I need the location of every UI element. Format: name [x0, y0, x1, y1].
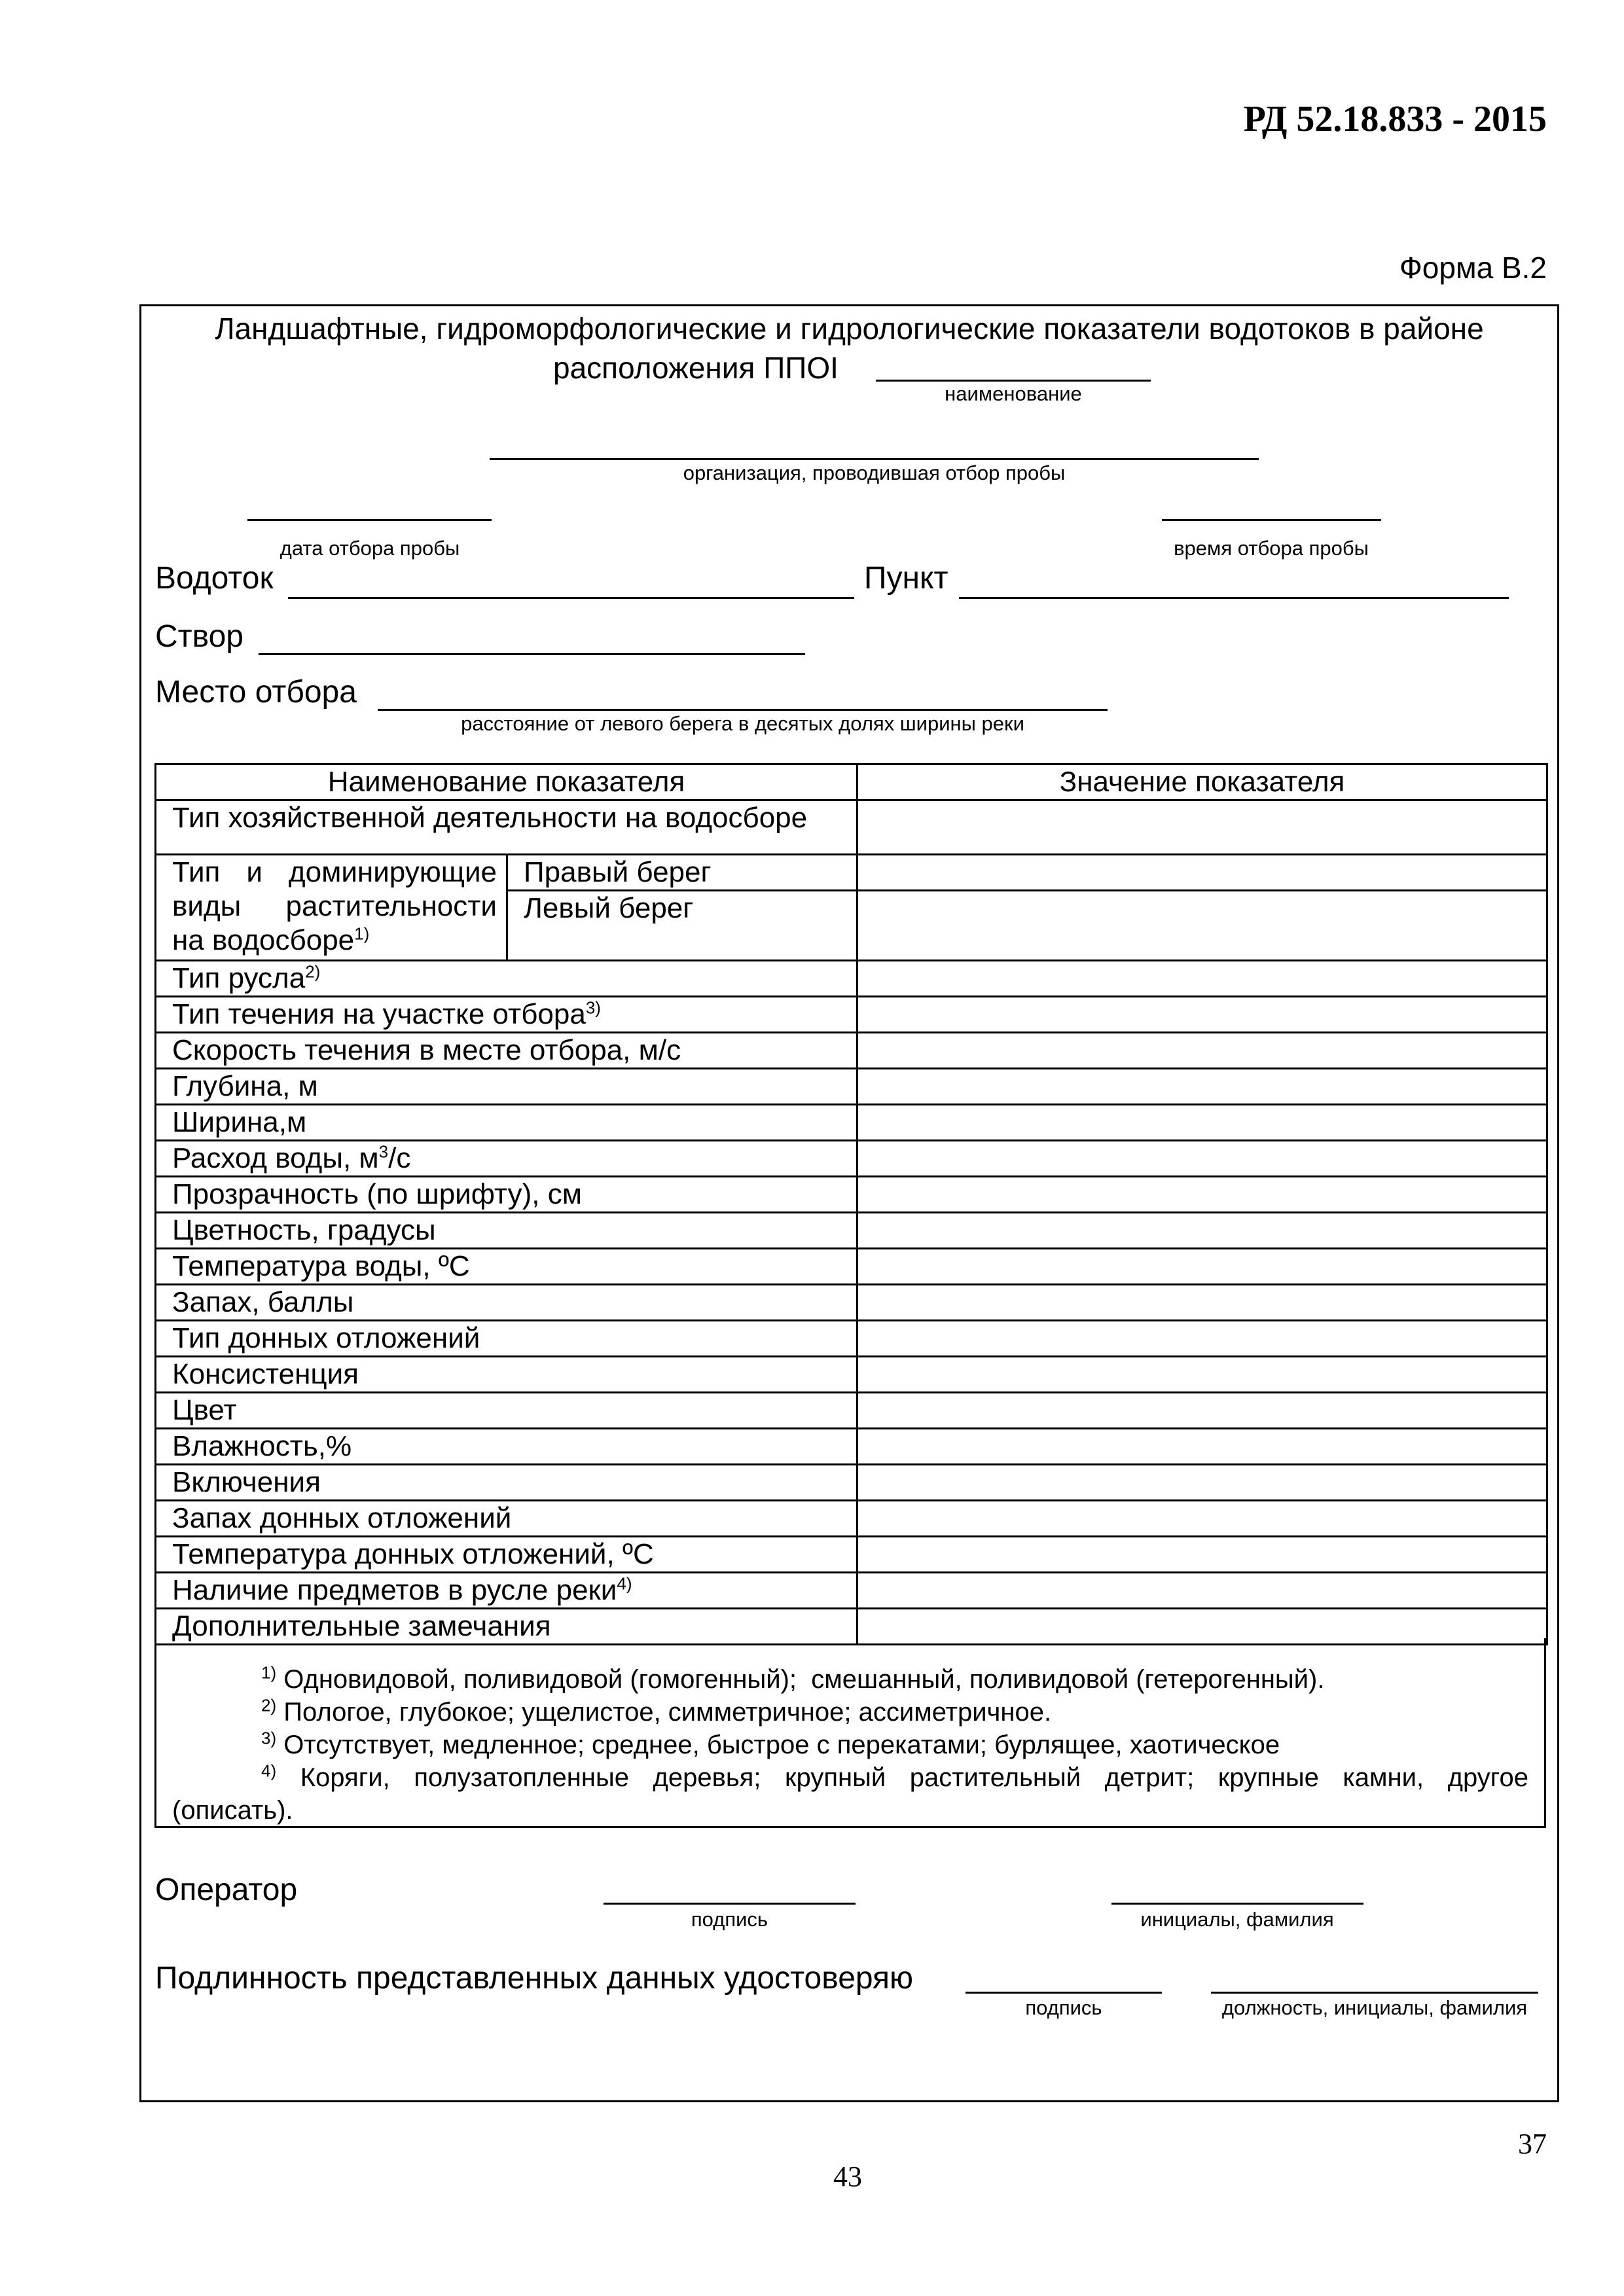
indicator-label: [156, 1357, 857, 1393]
indicator-value[interactable]: [857, 1393, 1547, 1429]
indicator-label: [156, 1393, 857, 1429]
indicator-label: [156, 1033, 857, 1069]
footnote: [172, 1663, 1528, 1696]
footnote-mark: 1): [354, 924, 370, 944]
table-row: [156, 1105, 1547, 1141]
table-row: [156, 1573, 1547, 1609]
indicator-value[interactable]: [857, 1285, 1547, 1321]
footnote-mark: 3): [261, 1728, 277, 1748]
name-caption: наименование: [945, 382, 1082, 405]
operator-signature-line[interactable]: [604, 1903, 856, 1905]
indicator-label-text: Цвет: [172, 1394, 237, 1426]
footnote-text: Коряги, полузатопленные деревья; крупный растительный детрит; крупные камни, другое (описать).: [172, 1763, 1536, 1825]
form-title-line1: Ландшафтные, гидроморфологические и гидрологические показатели водотоков в районе: [215, 312, 1484, 346]
sample-time-line[interactable]: [1162, 519, 1381, 521]
indicator-value[interactable]: [857, 1465, 1547, 1501]
indicator-value[interactable]: [857, 961, 1547, 997]
indicator-label-text: Тип русла: [172, 962, 306, 994]
indicator-value[interactable]: [857, 1033, 1547, 1069]
watercourse-label: Водоток: [155, 561, 274, 596]
certifier-position-line[interactable]: [1211, 1992, 1538, 1994]
indicator-value[interactable]: [857, 1501, 1547, 1537]
indicator-label: [156, 1537, 857, 1573]
indicator-label: [156, 1069, 857, 1105]
indicator-label: [156, 1429, 857, 1465]
footnote-mark: 2): [261, 1695, 277, 1715]
table-row: [156, 997, 1547, 1033]
table-row: [156, 1033, 1547, 1069]
certifier-signature-line[interactable]: [965, 1992, 1162, 1994]
sampling-place-label: Место отбора: [155, 675, 357, 709]
indicator-label-text: Цветность, градусы: [172, 1214, 436, 1246]
indicator-label-text: Влажность,%: [172, 1430, 352, 1462]
indicator-label: [156, 1573, 857, 1609]
indicator-label: [156, 1141, 857, 1177]
name-line[interactable]: [876, 380, 1151, 382]
outer-page-number: 43: [833, 2161, 862, 2193]
indicator-label: [156, 1501, 857, 1537]
indicator-label-text: Консистенция: [172, 1358, 359, 1390]
footnote-mark: 3): [585, 997, 601, 1018]
operator-initials-line[interactable]: [1111, 1903, 1363, 1905]
watercourse-line[interactable]: [288, 597, 854, 599]
vegetation-label: Тип и доминирующие виды растительности на водосборе: [172, 856, 497, 956]
indicator-value[interactable]: [857, 1537, 1547, 1573]
table-row: [156, 1501, 1547, 1537]
indicator-label-text: Запах донных отложений: [172, 1502, 512, 1534]
indicator-label: [156, 1177, 857, 1213]
distance-caption: расстояние от левого берега в десятых долях ширины реки: [461, 712, 1024, 735]
indicator-value[interactable]: [857, 1177, 1547, 1213]
right-bank-value[interactable]: [857, 855, 1547, 891]
section-label: Створ: [155, 619, 244, 654]
footnote-text: Пологое, глубокое; ущелистое, симметричное; ассиметричное.: [276, 1698, 1052, 1727]
indicator-label-text: Температура воды, ºС: [172, 1250, 470, 1282]
indicator-label-text: Включения: [172, 1466, 321, 1498]
certifier-position-caption: должность, инициалы, фамилия: [1221, 1996, 1528, 2019]
table-row: [156, 1393, 1547, 1429]
footnote-text: Одновидовой, поливидовой (гомогенный); смешанный, поливидовой (гетерогенный).: [276, 1665, 1325, 1694]
table-row: [156, 1465, 1547, 1501]
footnotes-box: [154, 1638, 1546, 1828]
row-activity-label: Тип хозяйственной деятельности на водосборе: [156, 800, 857, 855]
point-label: Пункт: [864, 561, 948, 596]
footnote-mark: 1): [261, 1662, 277, 1683]
certification-label: Подлинность представленных данных удостоверяю: [155, 1961, 914, 1996]
indicator-label-text: Глубина, м: [172, 1070, 318, 1102]
indicator-value[interactable]: [857, 1249, 1547, 1285]
sample-date-caption: дата отбора пробы: [280, 537, 460, 560]
indicator-value[interactable]: [857, 1321, 1547, 1357]
indicator-label-text: Температура донных отложений, ºС: [172, 1538, 654, 1570]
form-title-line2: расположения ППОI: [553, 351, 839, 385]
indicator-label: [156, 1213, 857, 1249]
column-header-name: Наименование показателя: [156, 764, 857, 800]
inner-page-number: 37: [1518, 2128, 1547, 2160]
vegetation-label-cell: [156, 855, 507, 961]
table-row: [156, 1213, 1547, 1249]
indicator-value[interactable]: [857, 1069, 1547, 1105]
footnote-mark: 2): [305, 961, 321, 982]
right-bank-label: Правый берег: [507, 855, 857, 891]
indicator-label-text: Скорость течения в месте отбора, м/с: [172, 1034, 681, 1066]
operator-label: Оператор: [155, 1873, 298, 1907]
indicator-label-text: Расход воды, м: [172, 1142, 379, 1174]
table-row: [156, 1069, 1547, 1105]
table-row: [156, 1429, 1547, 1465]
table-row: [156, 1141, 1547, 1177]
table-row: [156, 1537, 1547, 1573]
indicator-label: [156, 1285, 857, 1321]
table-row: [156, 1285, 1547, 1321]
indicator-label: [156, 1105, 857, 1141]
indicator-value[interactable]: [857, 1429, 1547, 1465]
table-row: [156, 961, 1547, 997]
indicators-table: [154, 763, 1548, 1645]
column-header-value: Значение показателя: [857, 764, 1547, 800]
left-bank-value[interactable]: [857, 891, 1547, 961]
indicator-label: [156, 997, 857, 1033]
footnote: [172, 1761, 1536, 1827]
form-label: Форма В.2: [1399, 251, 1547, 285]
point-line[interactable]: [959, 597, 1509, 599]
indicator-label: [156, 1465, 857, 1501]
footnote-mark: 4): [617, 1573, 632, 1594]
indicator-label-text: Наличие предметов в русле реки: [172, 1574, 617, 1606]
indicator-label-text: Прозрачность (по шрифту), см: [172, 1178, 582, 1210]
sample-time-caption: время отбора пробы: [1174, 537, 1369, 560]
indicator-label-text: Тип донных отложений: [172, 1322, 480, 1354]
indicator-label: [156, 1249, 857, 1285]
indicator-label-text: Дополнительные замечания: [172, 1610, 551, 1642]
indicator-value[interactable]: [857, 1105, 1547, 1141]
footnote-text: Отсутствует, медленное; среднее, быстрое с перекатами; бурлящее, хаотическое: [276, 1731, 1280, 1759]
operator-initials-caption: инициалы, фамилия: [1140, 1908, 1334, 1931]
operator-signature-caption: подпись: [691, 1908, 768, 1931]
sample-date-line[interactable]: [247, 519, 492, 521]
table-row: [156, 1249, 1547, 1285]
indicator-label: [156, 1321, 857, 1357]
table-row: [156, 1357, 1547, 1393]
organization-caption: организация, проводившая отбор пробы: [683, 461, 1066, 484]
unit-suffix: /с: [388, 1142, 411, 1174]
organization-line[interactable]: [490, 458, 1259, 460]
indicator-value[interactable]: [857, 1213, 1547, 1249]
indicator-value[interactable]: [857, 1357, 1547, 1393]
indicator-label-text: Тип течения на участке отбора: [172, 998, 586, 1030]
certifier-signature-caption: подпись: [1025, 1996, 1102, 2019]
left-bank-label: Левый берег: [507, 891, 857, 961]
footnote: [172, 1696, 1528, 1729]
indicator-value[interactable]: [857, 997, 1547, 1033]
footnote-mark: 3: [378, 1141, 389, 1162]
table-row: [156, 1321, 1547, 1357]
row-activity-value[interactable]: [857, 800, 1547, 855]
indicator-label-text: Ширина,м: [172, 1106, 307, 1138]
document-number: РД 52.18.833 - 2015: [1243, 99, 1547, 139]
footnote: [172, 1729, 1528, 1761]
table-row: [156, 1177, 1547, 1213]
indicator-value[interactable]: [857, 1573, 1547, 1609]
indicator-label: [156, 961, 857, 997]
indicator-label-text: Запах, баллы: [172, 1286, 354, 1318]
sampling-place-line[interactable]: [378, 709, 1108, 711]
indicator-value[interactable]: [857, 1141, 1547, 1177]
footnote-mark: 4): [261, 1761, 277, 1781]
section-line[interactable]: [259, 653, 805, 655]
